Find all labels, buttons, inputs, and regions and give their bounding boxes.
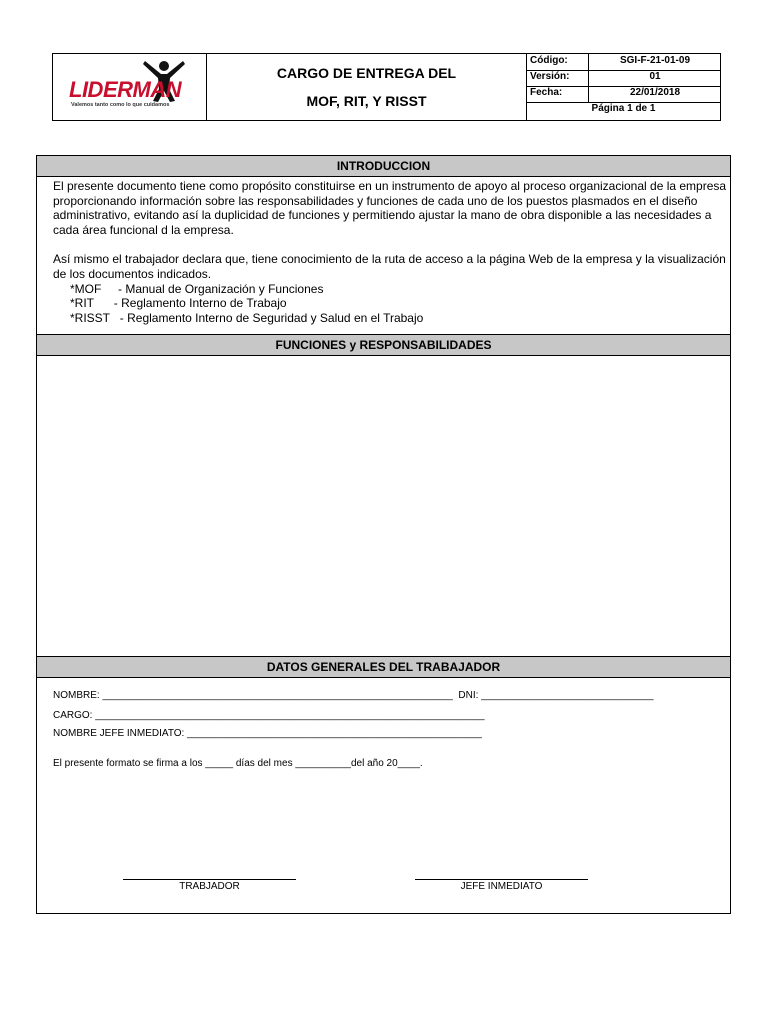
- worker-signature-label: TRABJADOR: [179, 881, 240, 892]
- cargo-field[interactable]: CARGO: ______________________________________________________________________: [53, 710, 485, 721]
- section-header-datos-trabajador: DATOS GENERALES DEL TRABAJADOR: [37, 656, 730, 678]
- meta-date-label: Fecha:: [530, 87, 563, 98]
- section-header-funciones: FUNCIONES y RESPONSABILIDADES: [37, 334, 730, 356]
- meta-row-code: [527, 54, 720, 71]
- intro-item-mof: *MOF - Manual de Organización y Funciones: [70, 281, 324, 296]
- worker-signature-line[interactable]: [123, 879, 296, 880]
- meta-version-value: 01: [649, 71, 661, 82]
- meta-page-number: Página 1 de 1: [591, 103, 656, 114]
- logo-tagline: Valemos tanto como lo que cuidamos: [71, 102, 170, 108]
- form-body: [36, 155, 731, 914]
- document-header: [52, 53, 721, 121]
- document-meta-table: [527, 54, 720, 120]
- funciones-area[interactable]: [37, 356, 730, 656]
- title-line-1: CARGO DE ENTREGA DEL: [276, 65, 457, 81]
- boss-signature-label: JEFE INMEDIATO: [460, 881, 543, 892]
- name-dni-field[interactable]: NOMBRE: _______________________________________________________________ DNI: _______________________________: [53, 690, 654, 701]
- intro-paragraph-1: El presente documento tiene como propósito constituirse en un instrumento de apoyo al proceso organizacional de la empresa proporcionando información sobre las responsabilidades y funciones de cada uno de los puestos plasmados en el diseño administrativo, evitando así la duplicidad de funciones y permitiendo ajustar la mano de obra disponible a las necesidades a cada área funcional d la empresa.: [53, 179, 727, 237]
- intro-item-rit: *RIT - Reglamento Interno de Trabajo: [70, 296, 287, 311]
- boss-signature-line[interactable]: [415, 879, 588, 880]
- meta-date-value: 22/01/2018: [629, 87, 681, 98]
- intro-paragraph-2: Así mismo el trabajador declara que, tiene conocimiento de la ruta de acceso a la página Web de la empresa y la visualización de los documentos indicados.: [53, 252, 726, 281]
- section-header-introduccion: INTRODUCCION: [37, 155, 730, 177]
- jefe-inmediato-field[interactable]: NOMBRE JEFE INMEDIATO: _____________________________________________________: [53, 728, 482, 739]
- meta-version-label: Versión:: [530, 71, 570, 82]
- company-logo: [53, 54, 207, 120]
- logo-wordmark: LIDERMAN: [69, 77, 182, 102]
- meta-code-value: SGI-F-21-01-09: [619, 55, 691, 66]
- meta-code-label: Código:: [530, 55, 568, 66]
- intro-item-risst: *RISST - Reglamento Interno de Seguridad y Salud en el Trabajo: [70, 310, 424, 325]
- title-line-2: MOF, RIT, Y RISST: [306, 93, 427, 109]
- signature-date-line[interactable]: El presente formato se firma a los _____ días del mes __________del año 20____.: [53, 758, 423, 769]
- document-title: [207, 54, 527, 120]
- meta-row-date: [527, 86, 720, 103]
- intro-text: [53, 179, 729, 325]
- meta-row-version: [527, 70, 720, 87]
